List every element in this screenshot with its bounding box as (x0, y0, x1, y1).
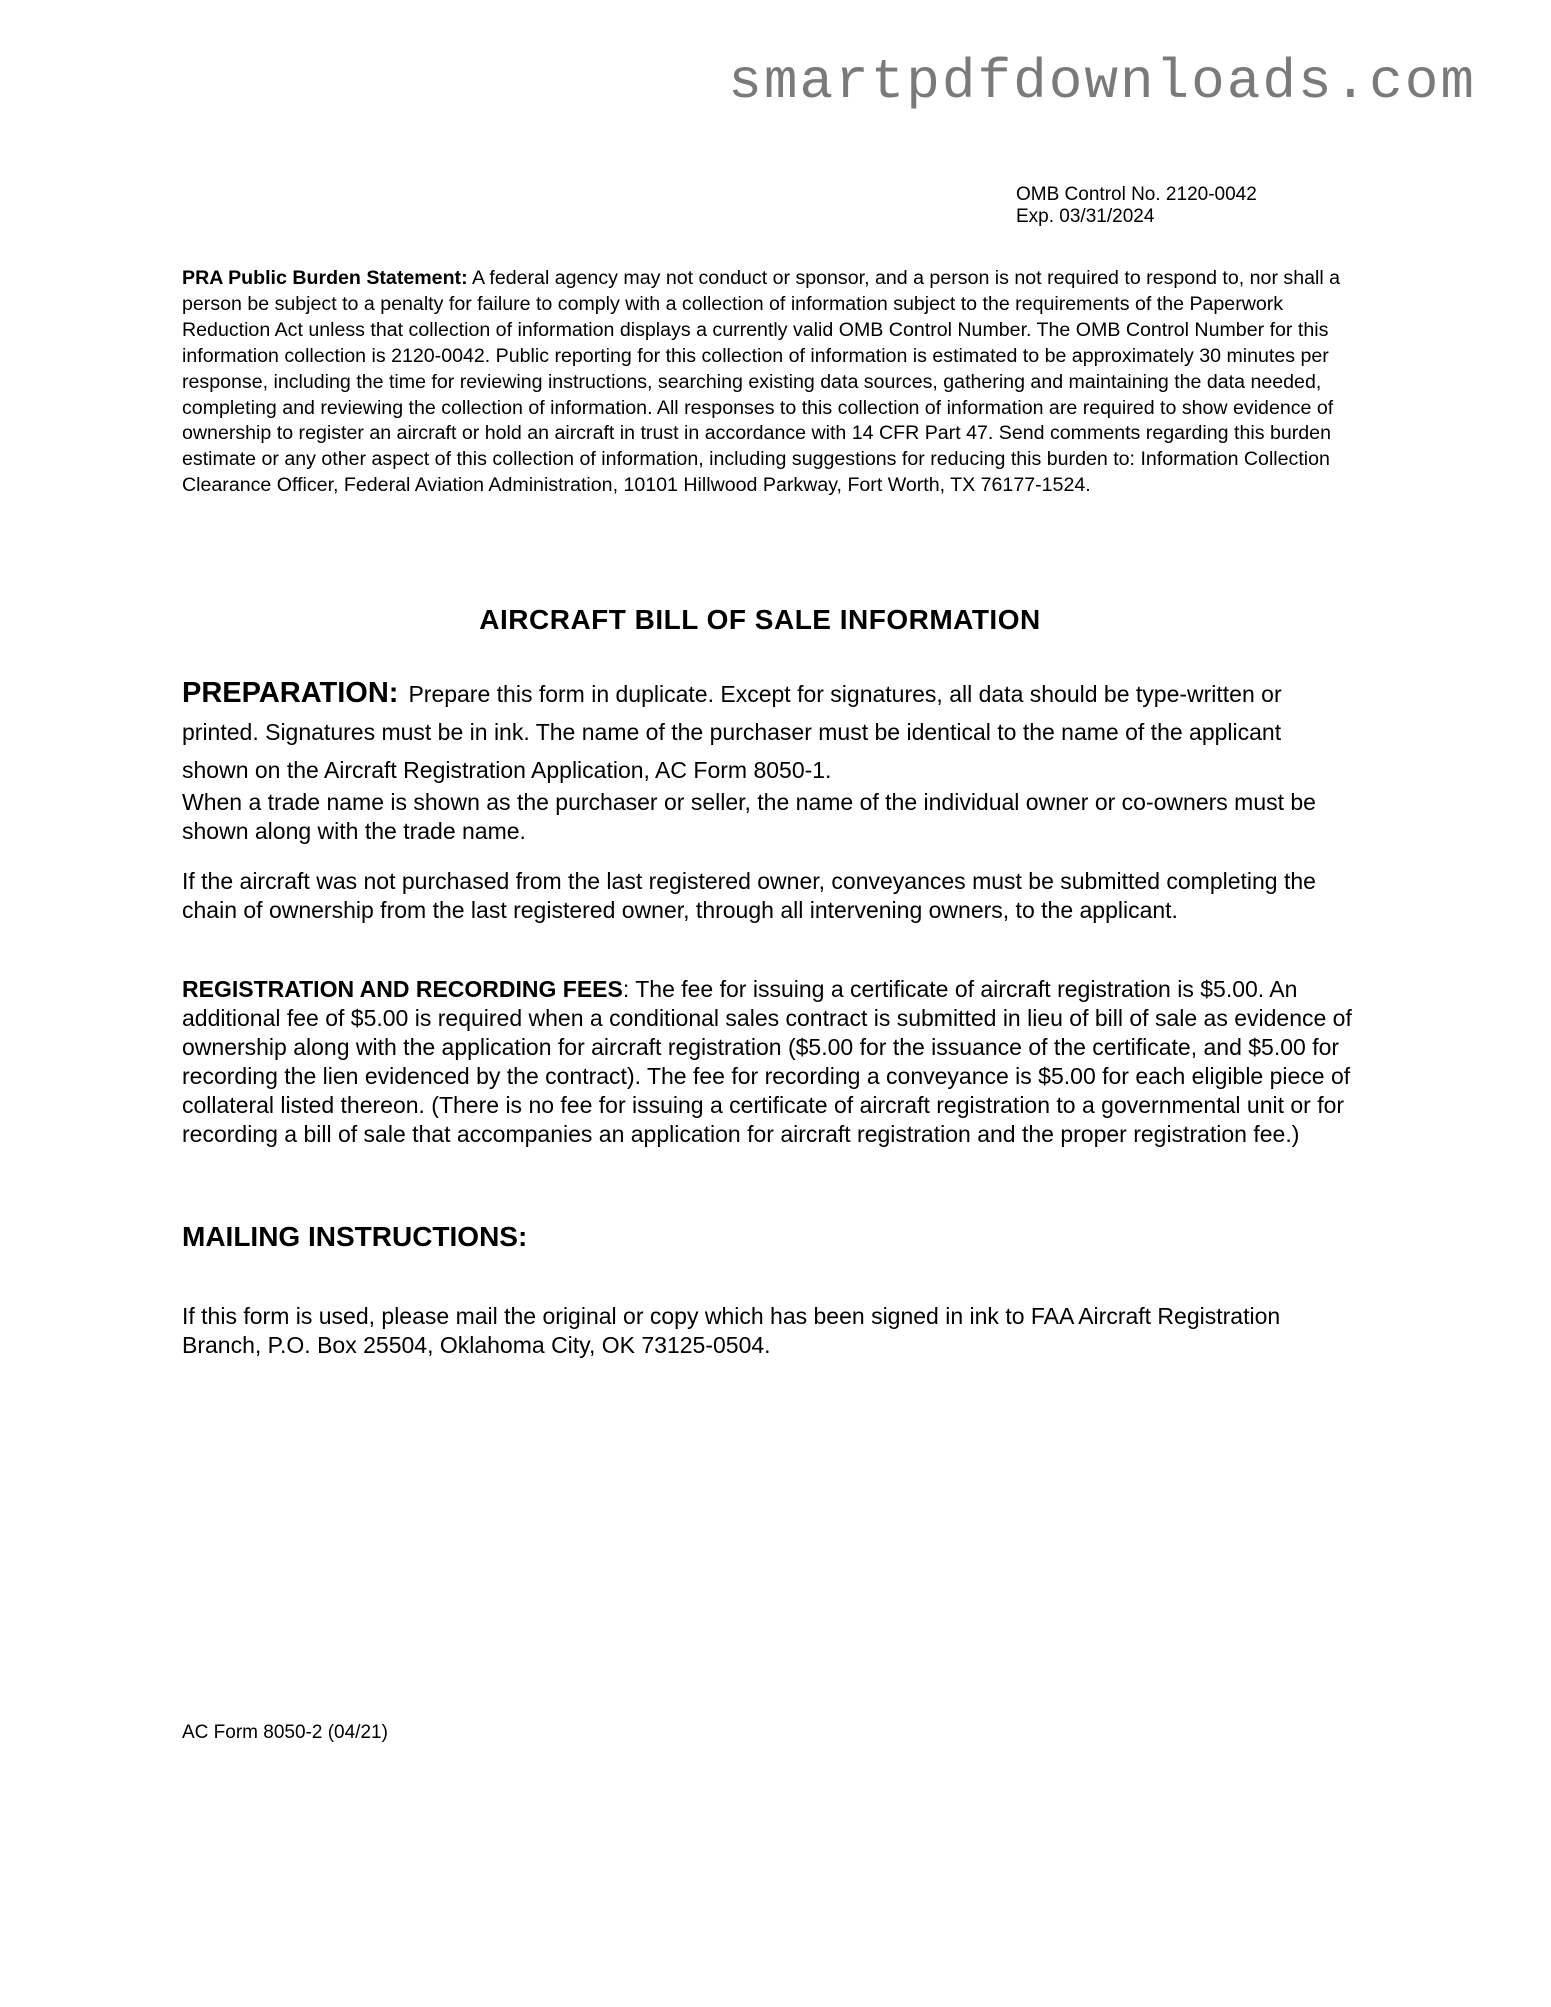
mailing-text: If this form is used, please mail the original or copy which has been signed in ink to FAA Aircraft Registration Branch, P.O. Box 25504, Oklahoma City, OK 73125-0504. (182, 1303, 1281, 1358)
omb-expiration: Exp. 03/31/2024 (1016, 206, 1155, 227)
watermark: smartpdfdownloads.com (728, 50, 1476, 114)
trade-name-paragraph: When a trade name is shown as the purchaser or seller, the name of the individual owner or co-owners must be shown along with the trade name. (182, 789, 1316, 844)
omb-control-number: OMB Control No. 2120-0042 (1016, 184, 1257, 205)
pra-text: A federal agency may not conduct or sponsor, and a person is not required to respond to, nor shall a person be subject to a penalty for failure to comply with a collection of information subject to the requirements of the Paperwork Reduction Act unless that collection of information displays a currently valid OMB Control Number. The OMB Control Number for this information collection is 2120-0042. Public reporting for this collection of information is estimated to be approximately 30 minutes per response, including the time for reviewing instructions, searching existing data sources, gathering and maintaining the data needed, completing and reviewing the collection of information. All responses to this collection of information are required to show evidence of ownership to register an aircraft or hold an aircraft in trust in accordance with 14 CFR Part 47. Send comments regarding this burden estimate or any other aspect of this collection of information, including suggestions for reducing this burden to: Information Collection Clearance Officer, Federal Aviation Administration, 10101 Hillwood Parkway, Fort Worth, TX 76177-1524. (182, 267, 1341, 497)
fees-section (182, 975, 1352, 1149)
pra-heading: PRA Public Burden Statement: (182, 267, 468, 289)
preparation-text: Prepare this form in duplicate. Except for signatures, all data should be type-written or printed. Signatures must be in ink. The name of the purchaser must be identical to the name of the applicant shown on the Aircraft Registration Application, AC Form 8050-1. (182, 681, 1282, 783)
fees-heading: REGISTRATION AND RECORDING FEES (182, 976, 623, 1002)
preparation-heading: PREPARATION: (182, 677, 399, 709)
preparation-section (182, 674, 1352, 789)
fees-text: : The fee for issuing a certificate of aircraft registration is $5.00. An additional fee of $5.00 is required when a conditional sales contract is submitted in lieu of bill of sale as evidence of ownership along with the application for aircraft registration ($5.00 for the issuance of the certificate, and $5.00 for recording the lien evidenced by the contract). The fee for recording a conveyance is $5.00 for each eligible piece of collateral listed thereon. (There is no fee for issuing a certificate of aircraft registration to a governmental unit or for recording a bill of sale that accompanies an application for aircraft registration and the proper registration fee.) (182, 976, 1352, 1147)
mailing-heading: MAILING INSTRUCTIONS: (182, 1221, 528, 1252)
omb-block (1016, 184, 1257, 228)
page-title: AIRCRAFT BILL OF SALE INFORMATION (479, 604, 1041, 635)
pra-statement (182, 266, 1352, 499)
chain-of-ownership-paragraph: If the aircraft was not purchased from the last registered owner, conveyances must be submitted completing the chain of ownership from the last registered owner, through all intervening owners, to the applicant. (182, 868, 1316, 923)
form-number-footer: AC Form 8050-2 (04/21) (182, 1722, 388, 1743)
